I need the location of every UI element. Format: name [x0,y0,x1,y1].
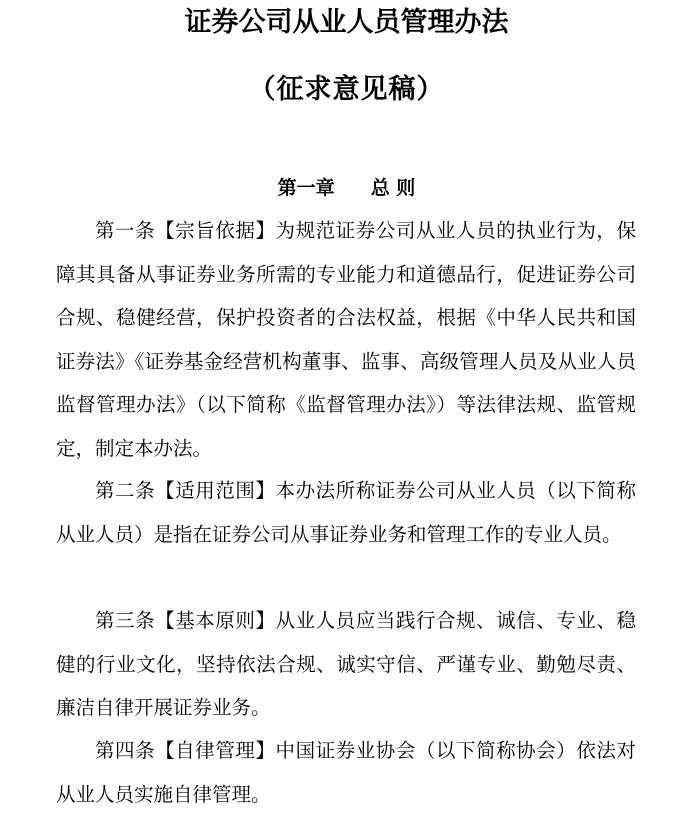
chapter-number: 第一章 [277,177,335,199]
article-number: 第二条 [95,479,156,502]
document-title: 证券公司从业人员管理办法 [184,7,509,38]
article-heading: 【基本原则】 [155,609,276,632]
article-1 [56,209,636,470]
article-text: 中国证券业协会（以下简称协会）依法对从业人员实施自律管理。 [56,739,636,806]
article-heading: 【宗旨依据】 [155,219,276,242]
article-heading: 【适用范围】 [155,479,276,502]
article-3 [56,599,636,730]
article-number: 第一条 [95,219,156,242]
article-text: 从业人员应当践行合规、诚信、专业、稳健的行业文化，坚持依法合规、诚实守信、严谨专业、勤勉尽责、廉洁自律开展证券业务。 [56,609,636,719]
article-number: 第三条 [95,609,156,632]
document-subtitle: （征求意见稿） [248,74,445,105]
article-heading: 【自律管理】 [155,739,276,762]
article-text: 本办法所称证券公司从业人员（以下简称从业人员）是指在证券公司从事证券业务和管理工作的专业人员。 [56,479,636,546]
article-number: 第四条 [95,739,156,762]
article-2 [56,469,636,556]
chapter-name: 总 则 [370,177,416,199]
chapter-heading [0,174,693,202]
article-text: 为规范证券公司从业人员的执业行为，保障其具备从事证券业务所需的专业能力和道德品行，促进证券公司合规、稳健经营，保护投资者的合法权益，根据《中华人民共和国证券法》《证券基金经营机构董事、监事、高级管理人员及从业人员监督管理办法》（以下简称《监督管理办法》）等法律法规、监管规定，制定本办法。 [56,219,636,460]
